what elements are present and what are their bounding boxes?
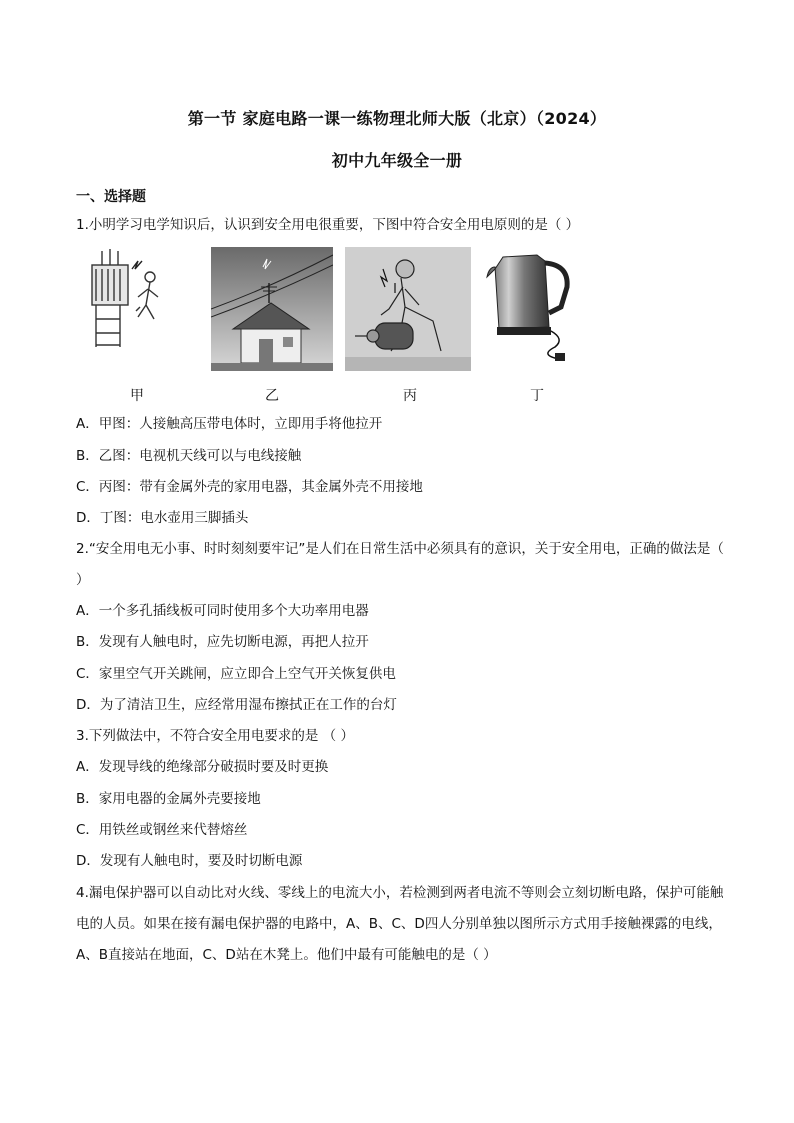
- question-2-option-d: D．为了清洁卫生，应经常用湿布擦拭正在工作的台灯: [76, 697, 397, 713]
- question-1-option-c: C．丙图：带有金属外壳的家用电器，其金属外壳不用接地: [76, 479, 423, 495]
- question-1-figures: [80, 247, 580, 377]
- question-3-option-d: D．发现有人触电时，要及时切断电源: [76, 853, 303, 869]
- document-title: 第一节 家庭电路一课一练物理北师大版（北京）（2024）: [187, 109, 607, 128]
- question-1-option-b: B．乙图：电视机天线可以与电线接触: [76, 448, 302, 464]
- question-3-option-b: B．家用电器的金属外壳要接地: [76, 791, 261, 807]
- high-voltage-shock-illustration: [80, 247, 162, 347]
- question-1-option-a: A．甲图：人接触高压带电体时，立即用手将他拉开: [76, 416, 383, 432]
- question-3-stem: 3.下列做法中，不符合安全用电要求的是 （ ）: [76, 728, 354, 744]
- figure-caption-bing: 丙: [403, 388, 417, 404]
- question-2-option-c: C．家里空气开关跳闸，应立即合上空气开关恢复供电: [76, 666, 396, 682]
- figure-caption-ding: 丁: [530, 388, 544, 404]
- house-antenna-illustration: [211, 247, 333, 371]
- section-heading: 一、选择题: [76, 189, 146, 205]
- question-3-option-a: A．发现导线的绝缘部分破损时要及时更换: [76, 759, 329, 775]
- question-2-option-a: A．一个多孔插线板可同时使用多个大功率用电器: [76, 603, 369, 619]
- question-4-stem: 4.漏电保护器可以自动比对火线、零线上的电流大小，若检测到两者电流不等则会立刻切断电路，保护可能触电的人员。如果在接有漏电保护器的电路中，A、B、C、D四人分别单独以图所示方式用手接触裸露的电线，A、B直接站在地面，C、D站在木凳上。他们中最有可能触电的是（ ）: [76, 885, 724, 963]
- electric-kettle-illustration: [485, 247, 575, 365]
- question-1-option-d: D．丁图：电水壶用三脚插头: [76, 510, 249, 526]
- figure-caption-yi: 乙: [265, 388, 279, 404]
- figure-caption-jia: 甲: [130, 388, 144, 404]
- motor-shock-illustration: [345, 247, 471, 371]
- document-subtitle: 初中九年级全一册: [331, 151, 463, 170]
- question-2-stem: 2.“安全用电无小事、时时刻刻要牢记”是人们在日常生活中必须具有的意识，关于安全用电，正确的做法是（ ）: [76, 541, 724, 588]
- question-1-stem: 1.小明学习电学知识后，认识到安全用电很重要，下图中符合安全用电原则的是（ ）: [76, 217, 580, 233]
- question-2-option-b: B．发现有人触电时，应先切断电源，再把人拉开: [76, 634, 369, 650]
- question-3-option-c: C．用铁丝或钢丝来代替熔丝: [76, 822, 248, 838]
